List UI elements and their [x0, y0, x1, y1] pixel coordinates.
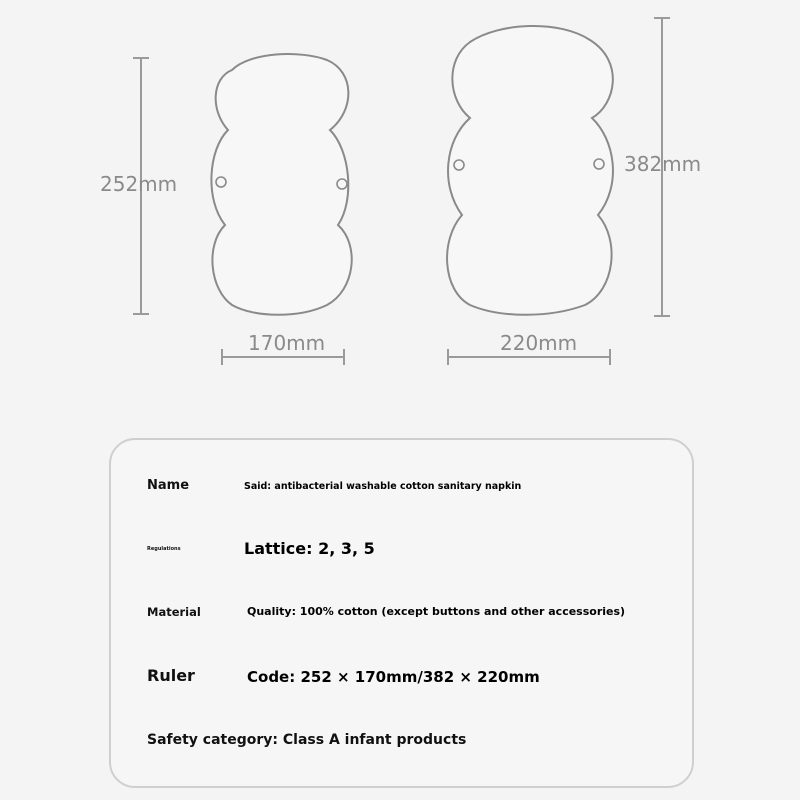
name-label: Name — [147, 478, 190, 493]
ruler-row — [147, 666, 195, 685]
right-snap-button-icon — [594, 159, 604, 169]
small-height-dimension — [100, 58, 177, 314]
name-value: Said: antibacterial washable cotton sanitary napkin — [244, 481, 522, 492]
small-width-label: 170mm — [248, 331, 326, 355]
name-row — [147, 478, 189, 493]
material-row — [147, 605, 201, 619]
small-width-dimension — [222, 331, 344, 365]
large-width-label: 220mm — [500, 331, 578, 355]
regulations-row — [147, 546, 181, 552]
small-pad — [211, 54, 351, 315]
safety-row — [147, 732, 466, 748]
material-value: Quality: 100% cotton (except buttons and other accessories) — [247, 605, 626, 618]
large-height-label: 382mm — [624, 152, 702, 176]
large-height-dimension — [624, 18, 701, 316]
large-pad — [447, 26, 613, 315]
regulations-value: Lattice: 2, 3, 5 — [244, 539, 375, 558]
small-pad-outline — [211, 54, 351, 315]
small-height-label: 252mm — [100, 172, 178, 196]
left-snap-button-icon — [454, 160, 464, 170]
ruler-label: Ruler — [147, 666, 195, 685]
material-label: Material — [147, 605, 201, 619]
spec-card — [109, 438, 694, 788]
large-width-dimension — [448, 331, 610, 365]
regulations-label: Regulations — [147, 546, 181, 552]
ruler-value: Code: 252 × 170mm/382 × 220mm — [247, 668, 540, 686]
safety-text: Safety category: Class A infant products — [147, 732, 467, 748]
large-pad-outline — [447, 26, 613, 315]
right-snap-button-icon — [337, 179, 347, 189]
left-snap-button-icon — [216, 177, 226, 187]
